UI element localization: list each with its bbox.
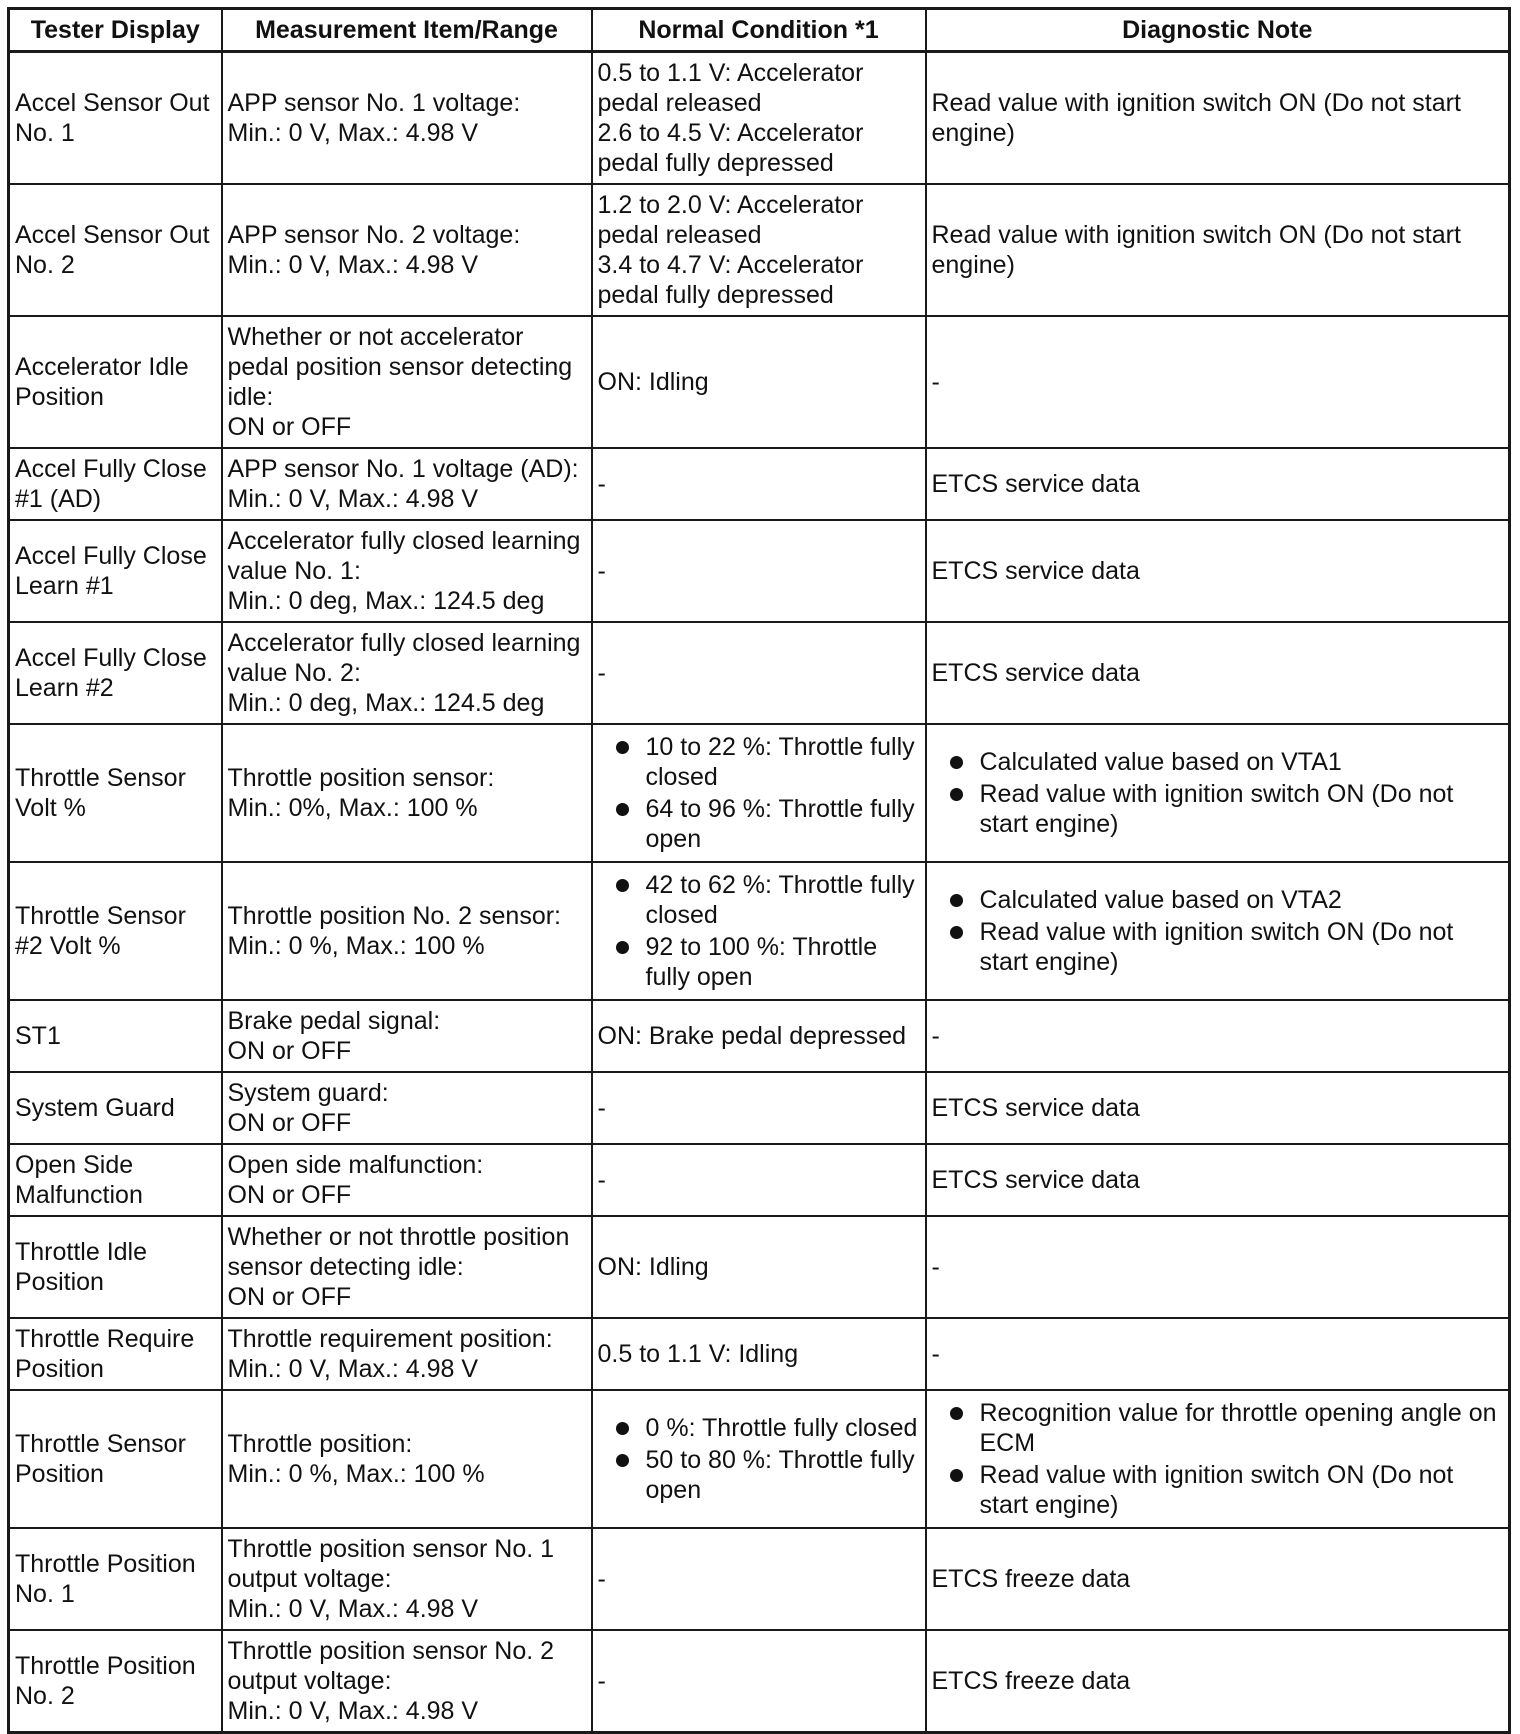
cell-tester-display-line: #2 Volt % — [15, 932, 121, 960]
cell-normal-condition-line: 1.2 to 2.0 V: Accelerator pedal released — [597, 191, 864, 249]
bullet-item — [598, 794, 920, 854]
cell-tester-display-line: No. 2 — [15, 251, 75, 279]
cell-diagnostic-note — [926, 52, 1510, 185]
cell-measurement-item — [222, 184, 592, 316]
cell-normal-condition-line: 0.5 to 1.1 V: Idling — [597, 1340, 799, 1368]
bullet-item — [932, 1460, 1504, 1520]
cell-measurement-item — [222, 1528, 592, 1630]
cell-diagnostic-note-list — [932, 1398, 1504, 1520]
table-row — [9, 622, 1510, 724]
bullet-dot-icon — [950, 1469, 963, 1482]
cell-tester-display-line: Throttle Position — [15, 1652, 196, 1680]
cell-measurement-item-line: ON or OFF — [227, 1181, 352, 1209]
cell-tester-display-line: Learn #1 — [15, 572, 114, 600]
bullet-item — [598, 1413, 920, 1443]
cell-normal-condition — [592, 52, 926, 185]
cell-diagnostic-note — [926, 1390, 1510, 1528]
cell-tester-display-line: Throttle Sensor — [15, 902, 186, 930]
cell-normal-condition-line: 2.6 to 4.5 V: Accelerator pedal fully depressed — [597, 119, 864, 177]
cell-measurement-item-line: Min.: 0 V, Max.: 4.98 V — [227, 485, 479, 513]
cell-tester-display-line: Learn #2 — [15, 674, 114, 702]
cell-normal-condition-line: - — [597, 470, 606, 498]
bullet-dot-icon — [950, 1407, 963, 1420]
cell-tester-display-line: Accel Fully Close — [15, 542, 207, 570]
cell-diagnostic-note-line: Read value with ignition switch ON (Do not start engine) — [931, 221, 1461, 279]
table-row — [9, 1528, 1510, 1630]
cell-tester-display-line: No. 2 — [15, 1682, 75, 1710]
table-row — [9, 1216, 1510, 1318]
cell-measurement-item — [222, 1000, 592, 1072]
bullet-dot-icon — [950, 894, 963, 907]
bullet-dot-icon — [616, 941, 629, 954]
cell-normal-condition-line: ON: Idling — [597, 1253, 709, 1281]
bullet-item — [932, 1398, 1504, 1458]
cell-tester-display-line: Accel Sensor Out — [15, 89, 210, 117]
bullet-dot-icon — [950, 756, 963, 769]
cell-measurement-item-line: Throttle requirement position: — [227, 1325, 553, 1353]
cell-measurement-item-line: Min.: 0 V, Max.: 4.98 V — [227, 1595, 479, 1623]
cell-measurement-item-line: ON or OFF — [227, 1109, 352, 1137]
cell-measurement-item-line: Min.: 0 V, Max.: 4.98 V — [227, 251, 479, 279]
cell-tester-display-line: Throttle Sensor — [15, 764, 186, 792]
cell-diagnostic-note — [926, 1072, 1510, 1144]
cell-tester-display — [9, 1390, 222, 1528]
cell-measurement-item — [222, 1630, 592, 1733]
cell-tester-display-line: Throttle Position — [15, 1550, 196, 1578]
cell-diagnostic-note-list — [932, 747, 1504, 839]
cell-measurement-item-line: Throttle position sensor: — [227, 764, 495, 792]
cell-measurement-item — [222, 1390, 592, 1528]
cell-measurement-item — [222, 862, 592, 1000]
bullet-text: Recognition value for throttle opening angle on ECM — [979, 1399, 1497, 1457]
cell-normal-condition — [592, 1318, 926, 1390]
header-diagnostic-note: Diagnostic Note — [926, 9, 1510, 52]
cell-tester-display-line: #1 (AD) — [15, 485, 102, 513]
cell-measurement-item-line: APP sensor No. 1 voltage: — [227, 89, 521, 117]
bullet-text: 64 to 96 %: Throttle fully open — [645, 795, 915, 853]
cell-normal-condition-line: - — [597, 1565, 606, 1593]
table-row — [9, 1072, 1510, 1144]
table-row — [9, 316, 1510, 448]
cell-tester-display-line: ST1 — [15, 1022, 61, 1050]
cell-normal-condition — [592, 862, 926, 1000]
cell-tester-display-line: Malfunction — [15, 1181, 143, 1209]
cell-diagnostic-note-line: - — [931, 368, 940, 396]
cell-diagnostic-note-line: - — [931, 1340, 940, 1368]
cell-normal-condition-line: - — [597, 659, 606, 687]
cell-measurement-item-line: Throttle position sensor No. 2 output voltage: — [227, 1637, 555, 1695]
cell-measurement-item-line: Min.: 0 V, Max.: 4.98 V — [227, 119, 479, 147]
cell-diagnostic-note — [926, 1216, 1510, 1318]
cell-diagnostic-note-line: ETCS service data — [931, 1166, 1140, 1194]
cell-measurement-item-line: System guard: — [227, 1079, 389, 1107]
bullet-dot-icon — [616, 1422, 629, 1435]
cell-measurement-item-line: Min.: 0 deg, Max.: 124.5 deg — [227, 587, 545, 615]
cell-normal-condition-list — [598, 732, 920, 854]
cell-tester-display — [9, 1000, 222, 1072]
table-row — [9, 1144, 1510, 1216]
cell-diagnostic-note-line: ETCS freeze data — [931, 1667, 1131, 1695]
cell-measurement-item-line: Brake pedal signal: — [227, 1007, 441, 1035]
cell-tester-display-line: Position — [15, 383, 104, 411]
bullet-dot-icon — [616, 803, 629, 816]
bullet-text: Read value with ignition switch ON (Do not start engine) — [979, 918, 1454, 976]
table-row — [9, 52, 1510, 185]
cell-tester-display — [9, 1318, 222, 1390]
table-row — [9, 448, 1510, 520]
cell-diagnostic-note — [926, 1528, 1510, 1630]
bullet-text: Read value with ignition switch ON (Do not start engine) — [979, 780, 1454, 838]
bullet-item — [598, 870, 920, 930]
cell-measurement-item-line: Throttle position: — [227, 1430, 413, 1458]
cell-measurement-item-line: Min.: 0 deg, Max.: 124.5 deg — [227, 689, 545, 717]
cell-measurement-item-line: Min.: 0%, Max.: 100 % — [227, 794, 478, 822]
cell-tester-display — [9, 448, 222, 520]
cell-normal-condition-line: 0.5 to 1.1 V: Accelerator pedal released — [597, 59, 864, 117]
cell-normal-condition — [592, 1630, 926, 1733]
bullet-dot-icon — [616, 741, 629, 754]
cell-measurement-item-line: Min.: 0 V, Max.: 4.98 V — [227, 1697, 479, 1725]
cell-measurement-item — [222, 52, 592, 185]
table-row — [9, 1630, 1510, 1733]
cell-tester-display-line: Open Side — [15, 1151, 134, 1179]
cell-diagnostic-note — [926, 724, 1510, 862]
table-row — [9, 520, 1510, 622]
cell-measurement-item — [222, 1318, 592, 1390]
bullet-item — [932, 747, 1504, 777]
cell-normal-condition-line: - — [597, 1166, 606, 1194]
cell-tester-display — [9, 520, 222, 622]
bullet-item — [598, 732, 920, 792]
cell-measurement-item-line: ON or OFF — [227, 1283, 352, 1311]
cell-diagnostic-note — [926, 448, 1510, 520]
cell-diagnostic-note-line: - — [931, 1253, 940, 1281]
cell-diagnostic-note — [926, 184, 1510, 316]
cell-tester-display-line: Throttle Require — [15, 1325, 195, 1353]
cell-measurement-item-line: Whether or not accelerator pedal position sensor detecting idle: — [227, 323, 573, 411]
cell-tester-display-line: Position — [15, 1460, 104, 1488]
cell-tester-display-line: Position — [15, 1355, 104, 1383]
cell-normal-condition — [592, 1000, 926, 1072]
bullet-item — [598, 1445, 920, 1505]
bullet-item — [598, 932, 920, 992]
cell-tester-display-line: Accel Sensor Out — [15, 221, 210, 249]
cell-measurement-item — [222, 1144, 592, 1216]
header-measurement-item: Measurement Item/Range — [222, 9, 592, 52]
cell-diagnostic-note-line: ETCS service data — [931, 1094, 1140, 1122]
data-list-table — [7, 7, 1511, 1734]
cell-normal-condition-list — [598, 870, 920, 992]
cell-normal-condition — [592, 1072, 926, 1144]
cell-normal-condition — [592, 316, 926, 448]
bullet-item — [932, 917, 1504, 977]
cell-diagnostic-note-line: ETCS service data — [931, 659, 1140, 687]
bullet-dot-icon — [616, 1454, 629, 1467]
cell-normal-condition-line: - — [597, 1667, 606, 1695]
cell-normal-condition — [592, 520, 926, 622]
table-row — [9, 184, 1510, 316]
cell-normal-condition — [592, 1390, 926, 1528]
cell-tester-display-line: No. 1 — [15, 1580, 75, 1608]
table-row — [9, 1000, 1510, 1072]
cell-tester-display-line: Accel Fully Close — [15, 455, 207, 483]
cell-diagnostic-note — [926, 1318, 1510, 1390]
table-body — [9, 52, 1510, 1733]
cell-tester-display-line: No. 1 — [15, 119, 75, 147]
bullet-dot-icon — [950, 788, 963, 801]
cell-diagnostic-note — [926, 1000, 1510, 1072]
cell-tester-display — [9, 724, 222, 862]
cell-measurement-item-line: APP sensor No. 1 voltage (AD): — [227, 455, 579, 483]
bullet-dot-icon — [950, 926, 963, 939]
cell-measurement-item — [222, 622, 592, 724]
cell-tester-display — [9, 622, 222, 724]
cell-normal-condition — [592, 622, 926, 724]
bullet-item — [932, 885, 1504, 915]
cell-diagnostic-note — [926, 622, 1510, 724]
cell-tester-display — [9, 862, 222, 1000]
cell-normal-condition — [592, 184, 926, 316]
table-row — [9, 1318, 1510, 1390]
cell-diagnostic-note-list — [932, 885, 1504, 977]
cell-measurement-item — [222, 520, 592, 622]
cell-measurement-item — [222, 1072, 592, 1144]
header-tester-display: Tester Display — [9, 9, 222, 52]
cell-diagnostic-note-line: ETCS service data — [931, 557, 1140, 585]
cell-tester-display-line: Throttle Idle — [15, 1238, 148, 1266]
cell-measurement-item — [222, 448, 592, 520]
cell-tester-display — [9, 1216, 222, 1318]
cell-measurement-item-line: Whether or not throttle position sensor detecting idle: — [227, 1223, 570, 1281]
table-row — [9, 1390, 1510, 1528]
cell-normal-condition-line: - — [597, 1094, 606, 1122]
cell-measurement-item-line: Accelerator fully closed learning value No. 1: — [227, 527, 581, 585]
cell-normal-condition — [592, 1216, 926, 1318]
cell-measurement-item-line: Min.: 0 %, Max.: 100 % — [227, 1460, 485, 1488]
bullet-text: 10 to 22 %: Throttle fully closed — [645, 733, 915, 791]
cell-normal-condition — [592, 448, 926, 520]
cell-measurement-item-line: ON or OFF — [227, 413, 352, 441]
cell-normal-condition — [592, 724, 926, 862]
cell-normal-condition-list — [598, 1413, 920, 1505]
cell-tester-display-line: Volt % — [15, 794, 86, 822]
cell-measurement-item-line: Open side malfunction: — [227, 1151, 484, 1179]
cell-measurement-item-line: Throttle position No. 2 sensor: — [227, 902, 561, 930]
cell-tester-display-line: Accel Fully Close — [15, 644, 207, 672]
bullet-item — [932, 779, 1504, 839]
bullet-text: Calculated value based on VTA1 — [979, 748, 1342, 776]
cell-tester-display — [9, 316, 222, 448]
cell-tester-display-line: Throttle Sensor — [15, 1430, 186, 1458]
cell-tester-display — [9, 1528, 222, 1630]
header-row — [9, 9, 1510, 52]
diagnostic-data-sheet — [7, 7, 1508, 1734]
cell-measurement-item-line: ON or OFF — [227, 1037, 352, 1065]
cell-tester-display-line: Accelerator Idle — [15, 353, 189, 381]
cell-tester-display — [9, 1144, 222, 1216]
cell-diagnostic-note-line: Read value with ignition switch ON (Do not start engine) — [931, 89, 1461, 147]
cell-diagnostic-note — [926, 520, 1510, 622]
cell-normal-condition-line: 3.4 to 4.7 V: Accelerator pedal fully depressed — [597, 251, 864, 309]
bullet-text: 0 %: Throttle fully closed — [645, 1414, 918, 1442]
cell-measurement-item — [222, 724, 592, 862]
bullet-text: 50 to 80 %: Throttle fully open — [645, 1446, 915, 1504]
bullet-text: Read value with ignition switch ON (Do not start engine) — [979, 1461, 1454, 1519]
bullet-text: 42 to 62 %: Throttle fully closed — [645, 871, 915, 929]
cell-measurement-item-line: Min.: 0 V, Max.: 4.98 V — [227, 1355, 479, 1383]
cell-measurement-item-line: Accelerator fully closed learning value No. 2: — [227, 629, 581, 687]
cell-diagnostic-note-line: ETCS service data — [931, 470, 1140, 498]
table-row — [9, 862, 1510, 1000]
cell-normal-condition-line: - — [597, 557, 606, 585]
cell-diagnostic-note — [926, 862, 1510, 1000]
cell-diagnostic-note-line: - — [931, 1022, 940, 1050]
cell-diagnostic-note-line: ETCS freeze data — [931, 1565, 1131, 1593]
cell-tester-display — [9, 1630, 222, 1733]
cell-tester-display — [9, 52, 222, 185]
bullet-text: 92 to 100 %: Throttle fully open — [645, 933, 878, 991]
cell-diagnostic-note — [926, 1144, 1510, 1216]
header-normal-condition: Normal Condition *1 — [592, 9, 926, 52]
bullet-text: Calculated value based on VTA2 — [979, 886, 1342, 914]
cell-measurement-item-line: Throttle position sensor No. 1 output voltage: — [227, 1535, 555, 1593]
cell-measurement-item-line: APP sensor No. 2 voltage: — [227, 221, 521, 249]
cell-tester-display-line: System Guard — [15, 1094, 175, 1122]
cell-measurement-item — [222, 1216, 592, 1318]
cell-measurement-item-line: Min.: 0 %, Max.: 100 % — [227, 932, 485, 960]
bullet-dot-icon — [616, 879, 629, 892]
cell-normal-condition-line: ON: Brake pedal depressed — [597, 1022, 907, 1050]
cell-tester-display — [9, 1072, 222, 1144]
table-row — [9, 724, 1510, 862]
cell-measurement-item — [222, 316, 592, 448]
cell-normal-condition — [592, 1144, 926, 1216]
cell-tester-display-line: Position — [15, 1268, 104, 1296]
cell-diagnostic-note — [926, 1630, 1510, 1733]
cell-normal-condition-line: ON: Idling — [597, 368, 709, 396]
cell-diagnostic-note — [926, 316, 1510, 448]
cell-normal-condition — [592, 1528, 926, 1630]
cell-tester-display — [9, 184, 222, 316]
